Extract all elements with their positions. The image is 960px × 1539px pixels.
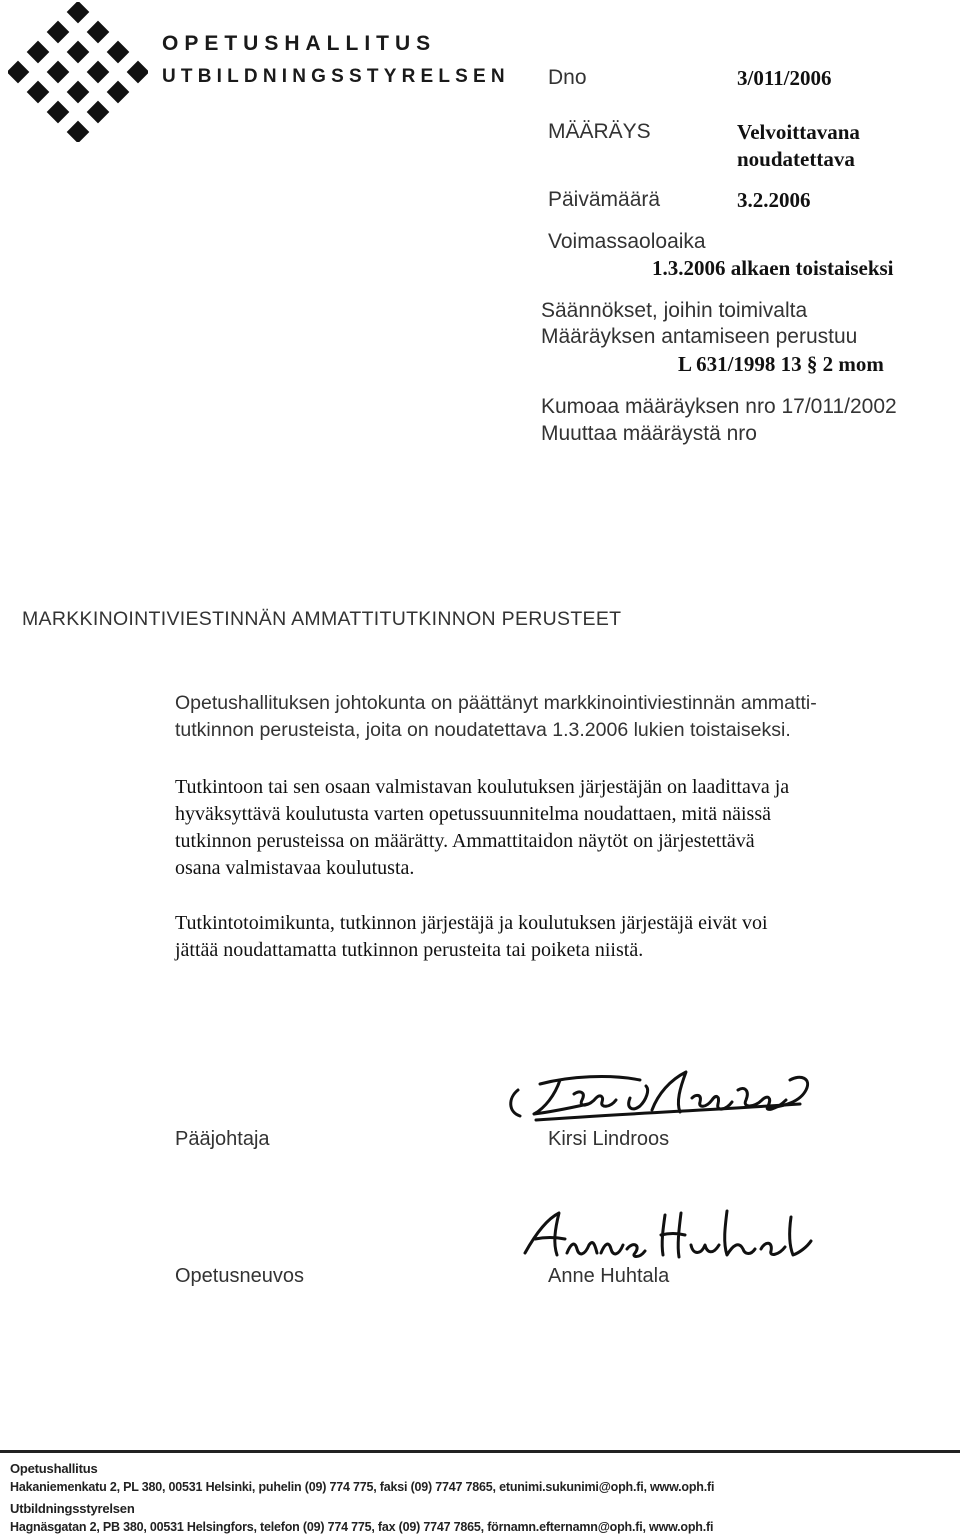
opetushallitus-logo-icon <box>8 2 148 142</box>
signatory-1-name: Kirsi Lindroos <box>548 1128 670 1150</box>
footer-address-fi: Hakaniemenkatu 2, PL 380, 00531 Helsinki, puhelin (09) 774 775, faksi (09) 7747 7865, etunimi.sukunimi@oph.fi, www.oph.fi <box>10 1480 715 1494</box>
signatory-1-role: Pääjohtaja <box>175 1128 270 1150</box>
paragraph-line: hyväksyttävä koulutusta varten opetussuunnitelma noudattaen, mitä näissä <box>175 803 771 825</box>
authority-label-line1: Säännökset, joihin toimivalta <box>541 299 808 322</box>
repeals-text: Kumoaa määräyksen nro 17/011/2002 <box>541 395 897 418</box>
footer-org-sv: Utbildningsstyrelsen <box>10 1501 135 1516</box>
paragraph-3 <box>175 910 935 964</box>
letterhead-org-sv: UTBILDNINGSSTYRELSEN <box>162 66 510 87</box>
date-label: Päivämäärä <box>548 188 661 211</box>
validity-value: 1.3.2006 alkaen toistaiseksi <box>652 256 894 280</box>
decision-type-value-line1: Velvoittavana <box>737 120 860 144</box>
letterhead-org-fi: OPETUSHALLITUS <box>162 32 437 55</box>
dno-value: 3/011/2006 <box>737 66 832 90</box>
paragraph-line: tutkinnon perusteissa on määrätty. Ammattitaidon näytöt on järjestettävä <box>175 830 755 852</box>
paragraph-1 <box>175 690 935 744</box>
decision-type-value-line2: noudatettava <box>737 147 855 171</box>
signature-huhtala-icon <box>515 1205 815 1265</box>
signatory-2-name: Anne Huhtala <box>548 1265 670 1287</box>
paragraph-2 <box>175 774 935 882</box>
decision-type-label: MÄÄRÄYS <box>548 120 651 143</box>
authority-value: L 631/1998 13 § 2 mom <box>678 352 884 376</box>
paragraph-line: tutkinnon perusteista, joita on noudatettava 1.3.2006 lukien toistaiseksi. <box>175 719 791 741</box>
paragraph-line: osana valmistavaa koulutusta. <box>175 857 415 879</box>
amends-text: Muuttaa määräystä nro <box>541 422 757 445</box>
paragraph-line: jättää noudattamatta tutkinnon perusteita tai poiketa niistä. <box>175 939 644 961</box>
footer-address-sv: Hagnäsgatan 2, PB 380, 00531 Helsingfors, telefon (09) 774 775, fax (09) 7747 7865, förnamn.efternamn@oph.fi, www.oph.fi <box>10 1520 714 1534</box>
document-title: MARKKINOINTIVIESTINNÄN AMMATTITUTKINNON PERUSTEET <box>22 608 622 630</box>
validity-label: Voimassaoloaika <box>548 230 706 253</box>
signature-lindroos-icon <box>500 1050 820 1125</box>
paragraph-line: Tutkintotoimikunta, tutkinnon järjestäjä ja koulutuksen järjestäjä eivät voi <box>175 912 768 934</box>
paragraph-line: Tutkintoon tai sen osaan valmistavan koulutuksen järjestäjän on laadittava ja <box>175 776 790 798</box>
footer-divider <box>0 1450 960 1453</box>
signatory-2-role: Opetusneuvos <box>175 1265 304 1287</box>
date-value: 3.2.2006 <box>737 188 811 212</box>
paragraph-line: Opetushallituksen johtokunta on päättänyt markkinointiviestinnän ammatti- <box>175 692 817 714</box>
dno-label: Dno <box>548 66 587 89</box>
authority-label-line2: Määräyksen antamiseen perustuu <box>541 325 858 348</box>
footer-org-fi: Opetushallitus <box>10 1461 98 1476</box>
